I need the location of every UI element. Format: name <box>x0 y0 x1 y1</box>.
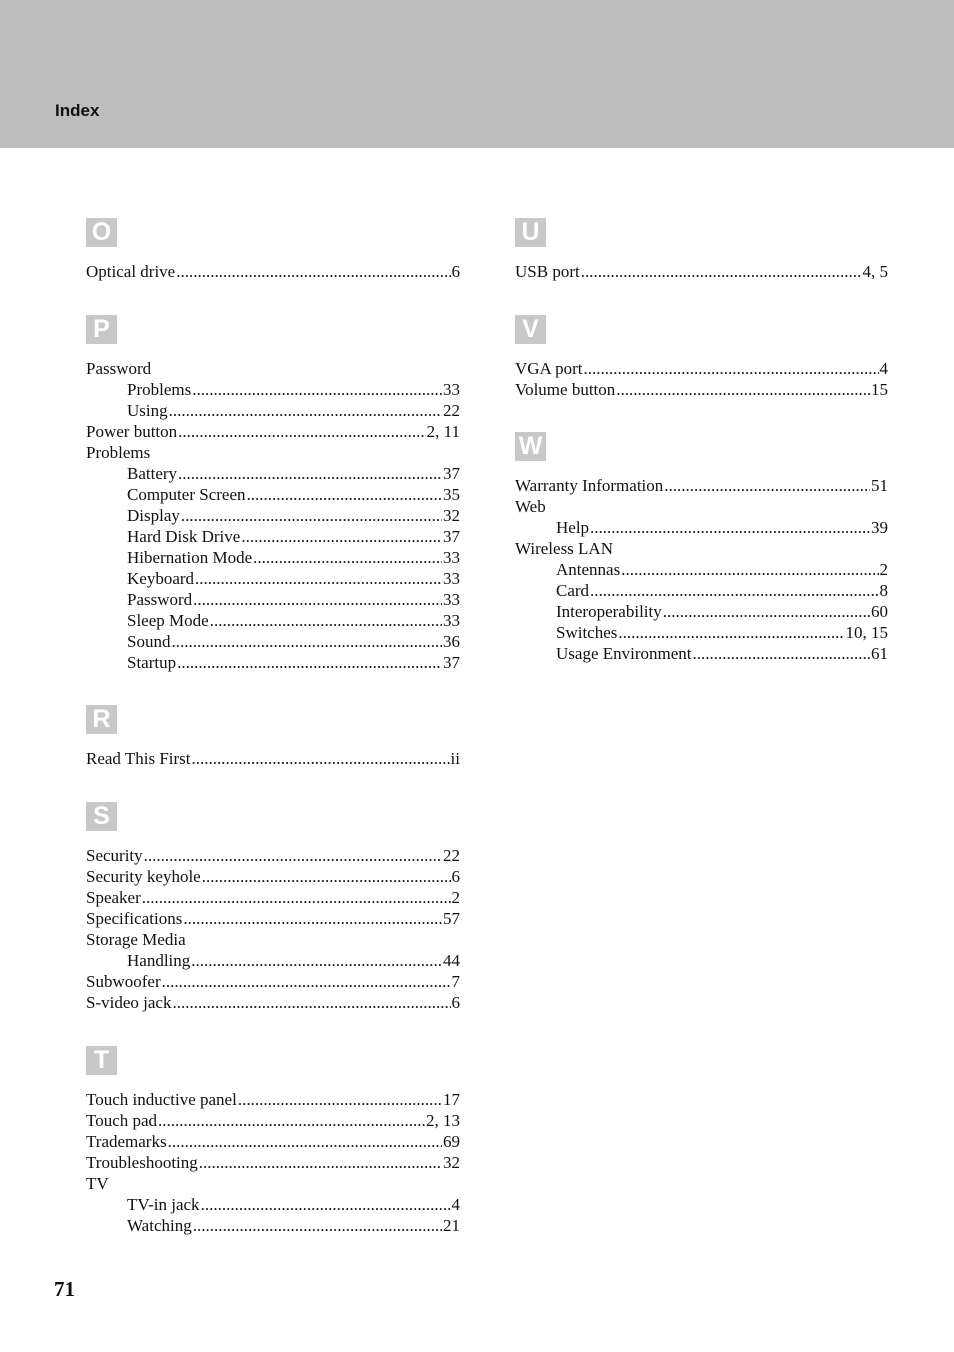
entry-pages: 37 <box>443 527 460 546</box>
entry-term: VGA port <box>515 359 583 378</box>
index-entry <box>86 887 460 908</box>
dot-leader <box>162 971 451 992</box>
dot-leader <box>202 866 451 887</box>
index-column-right <box>515 218 888 664</box>
entry-term: Volume button <box>515 380 616 399</box>
dot-leader <box>193 589 442 610</box>
entry-term: Subwoofer <box>86 972 161 991</box>
dot-leader <box>171 631 442 652</box>
entry-term: Power button <box>86 422 178 441</box>
index-subentry <box>86 589 460 610</box>
index-section-u <box>515 218 888 282</box>
dot-leader <box>201 1194 451 1215</box>
entry-pages: 4 <box>451 1195 460 1214</box>
entry-term: Warranty Information <box>515 476 664 495</box>
dot-leader <box>142 887 451 908</box>
dot-leader <box>618 622 844 643</box>
entry-pages: 37 <box>443 653 460 672</box>
index-subentry <box>86 505 460 526</box>
entry-term: Problems <box>86 443 151 462</box>
dot-leader <box>210 610 442 631</box>
entry-term: Hard Disk Drive <box>127 527 241 546</box>
dot-leader <box>238 1089 442 1110</box>
entry-term: Sound <box>127 632 171 651</box>
dot-leader <box>193 1215 442 1236</box>
entry-pages: 2, 13 <box>426 1111 460 1130</box>
index-entry <box>86 908 460 929</box>
page-header-title: Index <box>55 101 100 120</box>
index-section-p <box>86 315 460 673</box>
entry-pages: 60 <box>871 602 888 621</box>
dot-leader <box>621 559 878 580</box>
dot-leader <box>178 463 442 484</box>
index-subentry <box>86 950 460 971</box>
index-section-r <box>86 705 460 769</box>
page-number: 71 <box>54 1277 75 1301</box>
entry-term: TV <box>86 1174 109 1193</box>
dot-leader <box>241 526 442 547</box>
index-subentry <box>515 622 888 643</box>
entry-term: Interoperability <box>556 602 662 621</box>
entry-pages: 39 <box>871 518 888 537</box>
index-entry <box>86 866 460 887</box>
entry-term: Switches <box>556 623 618 642</box>
entry-pages: 8 <box>879 581 888 600</box>
entry-term: S-video jack <box>86 993 172 1012</box>
index-entry <box>515 358 888 379</box>
entry-term: Trademarks <box>86 1132 167 1151</box>
entry-term: Touch pad <box>86 1111 158 1130</box>
entry-pages: 36 <box>443 632 460 651</box>
index-entry <box>86 845 460 866</box>
index-subentry <box>515 559 888 580</box>
dot-leader <box>195 568 442 589</box>
index-entry <box>86 442 460 463</box>
dot-leader <box>663 601 870 622</box>
entry-pages: 2, 11 <box>426 422 460 441</box>
index-entry <box>86 1173 460 1194</box>
index-entry <box>515 475 888 496</box>
entry-term: Security <box>86 846 143 865</box>
dot-leader <box>616 379 870 400</box>
index-subentry <box>86 652 460 673</box>
index-subentry <box>86 568 460 589</box>
entry-pages: 37 <box>443 464 460 483</box>
dot-leader <box>172 992 450 1013</box>
entry-term: USB port <box>515 262 580 281</box>
dot-leader <box>169 400 442 421</box>
entry-pages: 2 <box>451 888 460 907</box>
entry-term: Password <box>86 359 152 378</box>
index-entry <box>86 261 460 282</box>
dot-leader <box>191 950 442 971</box>
index-entry <box>515 379 888 400</box>
index-section-t <box>86 1046 460 1236</box>
entry-term: Password <box>127 590 193 609</box>
header-band <box>0 0 954 148</box>
index-section-v <box>515 315 888 400</box>
index-subentry <box>86 400 460 421</box>
section-letter-u: U <box>515 218 546 247</box>
section-letter-o: O <box>86 218 117 247</box>
index-subentry <box>86 547 460 568</box>
entry-pages: 44 <box>443 951 460 970</box>
entry-pages: 22 <box>443 401 460 420</box>
entry-term: Computer Screen <box>127 485 246 504</box>
index-entry <box>515 496 888 517</box>
dot-leader <box>183 908 442 929</box>
entry-pages: 21 <box>443 1216 460 1235</box>
dot-leader <box>693 643 871 664</box>
index-entry <box>86 1152 460 1173</box>
dot-leader <box>178 421 425 442</box>
entry-pages: 4 <box>879 359 888 378</box>
entry-pages: 33 <box>443 380 460 399</box>
entry-term: Using <box>127 401 168 420</box>
entry-pages: 61 <box>871 644 888 663</box>
entry-term: Startup <box>127 653 177 672</box>
dot-leader <box>192 748 450 769</box>
dot-leader <box>590 580 878 601</box>
entry-term: Hibernation Mode <box>127 548 253 567</box>
entry-pages: 7 <box>451 972 460 991</box>
section-letter-p: P <box>86 315 117 344</box>
entry-pages: 17 <box>443 1090 460 1109</box>
entry-term: Specifications <box>86 909 183 928</box>
dot-leader <box>253 547 442 568</box>
entry-term: Read This First <box>86 749 191 768</box>
entry-pages: ii <box>450 749 460 768</box>
entry-term: TV-in jack <box>127 1195 200 1214</box>
index-entry <box>86 971 460 992</box>
entry-pages: 6 <box>451 993 460 1012</box>
index-column-left <box>86 218 460 1236</box>
dot-leader <box>158 1110 425 1131</box>
entry-pages: 35 <box>443 485 460 504</box>
dot-leader <box>199 1152 442 1173</box>
dot-leader <box>590 517 870 538</box>
entry-term: Battery <box>127 464 178 483</box>
section-letter-t: T <box>86 1046 117 1075</box>
index-section-o <box>86 218 460 282</box>
entry-term: Optical drive <box>86 262 176 281</box>
section-letter-v: V <box>515 315 546 344</box>
index-entry <box>86 358 460 379</box>
index-subentry <box>86 631 460 652</box>
index-entry <box>86 992 460 1013</box>
index-entry <box>86 421 460 442</box>
index-subentry <box>86 610 460 631</box>
index-entry <box>86 1089 460 1110</box>
entry-term: Security keyhole <box>86 867 201 886</box>
entry-pages: 15 <box>871 380 888 399</box>
dot-leader <box>192 379 442 400</box>
dot-leader <box>181 505 442 526</box>
dot-leader <box>664 475 870 496</box>
entry-pages: 10, 15 <box>845 623 888 642</box>
entry-pages: 6 <box>451 262 460 281</box>
index-entry <box>515 538 888 559</box>
entry-term: Sleep Mode <box>127 611 209 630</box>
entry-pages: 32 <box>443 506 460 525</box>
index-entry <box>515 261 888 282</box>
entry-pages: 69 <box>443 1132 460 1151</box>
index-subentry <box>515 517 888 538</box>
dot-leader <box>581 261 862 282</box>
dot-leader <box>584 358 879 379</box>
dot-leader <box>177 652 442 673</box>
entry-term: Card <box>556 581 590 600</box>
entry-pages: 51 <box>871 476 888 495</box>
entry-term: Wireless LAN <box>515 539 613 558</box>
index-subentry <box>515 580 888 601</box>
index-subentry <box>86 1215 460 1236</box>
entry-term: Keyboard <box>127 569 195 588</box>
entry-term: Touch inductive panel <box>86 1090 237 1109</box>
index-section-s <box>86 802 460 1013</box>
entry-term: Storage Media <box>86 930 186 949</box>
index-section-w <box>515 432 888 664</box>
entry-pages: 33 <box>443 569 460 588</box>
index-entry <box>86 1110 460 1131</box>
index-subentry <box>86 526 460 547</box>
entry-pages: 57 <box>443 909 460 928</box>
entry-pages: 2 <box>879 560 888 579</box>
entry-term: Speaker <box>86 888 141 907</box>
index-entry <box>86 748 460 769</box>
entry-pages: 33 <box>443 590 460 609</box>
index-subentry <box>86 484 460 505</box>
index-subentry <box>86 1194 460 1215</box>
dot-leader <box>168 1131 442 1152</box>
dot-leader <box>176 261 450 282</box>
entry-term: Problems <box>127 380 192 399</box>
entry-pages: 6 <box>451 867 460 886</box>
section-letter-s: S <box>86 802 117 831</box>
index-entry <box>86 929 460 950</box>
entry-term: Handling <box>127 951 191 970</box>
entry-term: Watching <box>127 1216 192 1235</box>
index-subentry <box>86 379 460 400</box>
dot-leader <box>247 484 443 505</box>
dot-leader <box>144 845 442 866</box>
entry-pages: 33 <box>443 611 460 630</box>
entry-pages: 4, 5 <box>862 262 888 281</box>
section-letter-r: R <box>86 705 117 734</box>
index-subentry <box>515 601 888 622</box>
entry-pages: 32 <box>443 1153 460 1172</box>
index-subentry <box>86 463 460 484</box>
entry-pages: 33 <box>443 548 460 567</box>
index-subentry <box>515 643 888 664</box>
entry-term: Troubleshooting <box>86 1153 198 1172</box>
entry-term: Antennas <box>556 560 621 579</box>
entry-term: Display <box>127 506 180 525</box>
section-letter-w: W <box>515 432 546 461</box>
entry-pages: 22 <box>443 846 460 865</box>
entry-term: Usage Environment <box>556 644 692 663</box>
entry-term: Web <box>515 497 546 516</box>
index-entry <box>86 1131 460 1152</box>
entry-term: Help <box>556 518 590 537</box>
